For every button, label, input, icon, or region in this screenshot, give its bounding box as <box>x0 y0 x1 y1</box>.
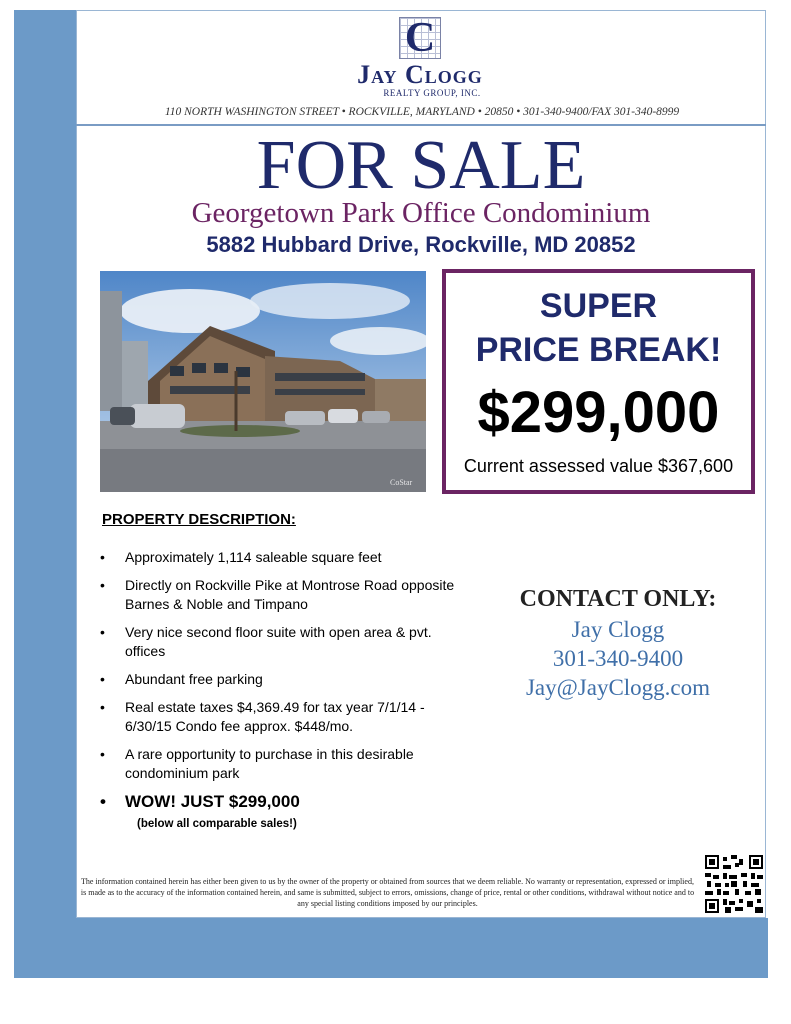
frame-band-bottom <box>14 918 768 978</box>
legal-disclaimer: The information contained herein has either been given to us by the owner of the property or obtained from sources that we deem reliable. No warranty or representation, expressed or implied, is made as to the accuracy of the information contained herein, and same is submitted, subject to errors, omissions, change of price, rental or other conditions, withdrawal without notice and to any special listing conditions imposed by our principles. <box>80 877 695 908</box>
description-item: • Abundant free parking <box>100 670 470 689</box>
property-address: 5882 Hubbard Drive, Rockville, MD 20852 <box>206 232 636 257</box>
description-item-highlight: • WOW! JUST $299,000 <box>100 792 470 811</box>
description-list <box>100 548 470 820</box>
contact-phone[interactable]: 301-340-9400 <box>552 646 684 671</box>
description-item: • A rare opportunity to purchase in this desirable condominium park <box>100 745 470 783</box>
description-item: • Real estate taxes $4,369.49 for tax year 7/1/14 - 6/30/15 Condo fee approx. $448/mo. <box>100 698 470 736</box>
asking-price: $299,000 <box>477 380 720 445</box>
property-photo <box>100 271 426 492</box>
comparable-sales-note: (below all comparable sales!) <box>137 818 297 830</box>
headline-title: FOR SALE <box>256 127 586 204</box>
assessed-value: Current assessed value $367,600 <box>463 456 734 476</box>
contact-email[interactable]: Jay@JayClogg.com <box>525 675 711 700</box>
logo-letter: C <box>404 15 436 61</box>
price-callout-line2: PRICE BREAK! <box>475 331 722 369</box>
company-name: Jay Clogg <box>357 60 483 89</box>
company-logo-mark <box>399 17 441 59</box>
description-heading: PROPERTY DESCRIPTION: <box>102 511 296 528</box>
contact-heading: CONTACT ONLY: <box>519 586 717 612</box>
qr-code-icon[interactable] <box>705 855 763 913</box>
frame-band-left <box>14 10 76 978</box>
photo-watermark: CoStar <box>390 478 413 487</box>
description-item: • Very nice second floor suite with open area & pvt. offices <box>100 623 470 661</box>
contact-name: Jay Clogg <box>571 617 665 642</box>
price-callout-line1: SUPER <box>539 287 658 325</box>
description-item: • Approximately 1,114 saleable square feet <box>100 548 470 567</box>
company-address: 110 NORTH WASHINGTON STREET • ROCKVILLE, MARYLAND • 20850 • 301-340-9400/FAX 301-340-8999 <box>164 106 680 118</box>
company-subtitle: REALTY GROUP, INC. <box>383 88 481 98</box>
description-item: • Directly on Rockville Pike at Montrose Road opposite Barnes & Noble and Timpano <box>100 576 470 614</box>
price-callout <box>442 269 755 494</box>
property-name: Georgetown Park Office Condominium <box>191 197 651 229</box>
